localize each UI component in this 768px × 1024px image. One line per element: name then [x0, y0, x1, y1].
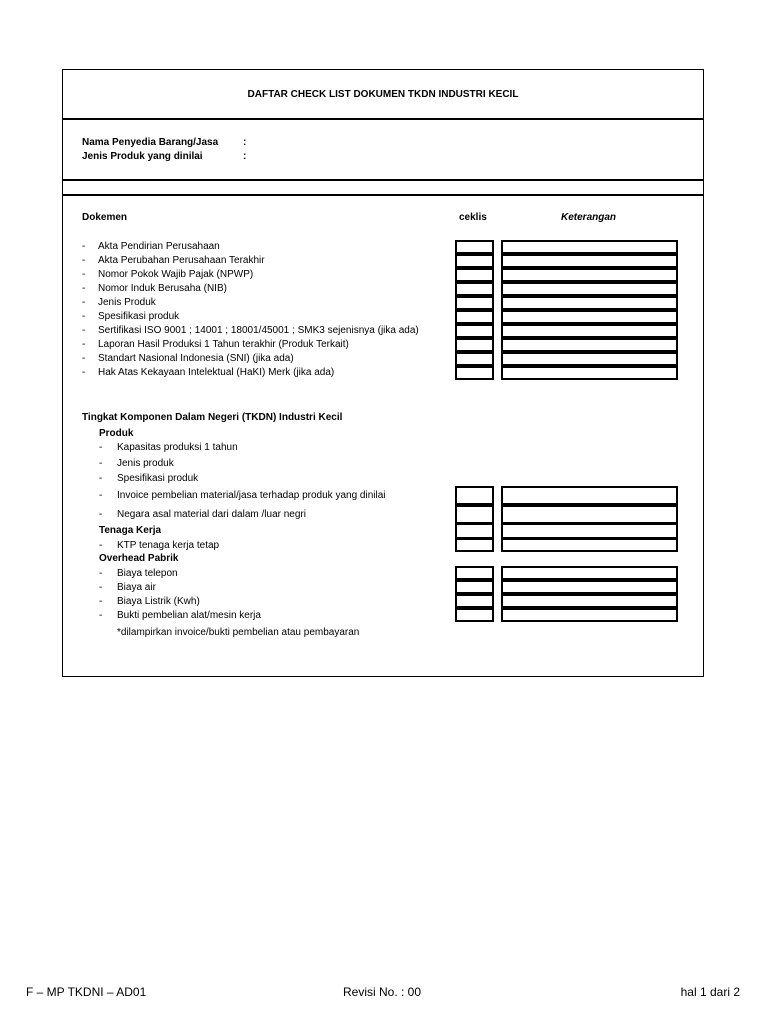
form-code: F – MP TKDNI – AD01 — [26, 985, 147, 999]
check-box[interactable] — [455, 538, 494, 552]
note-field[interactable] — [501, 254, 678, 268]
note-field[interactable] — [501, 566, 678, 580]
note-field[interactable] — [501, 608, 678, 622]
check-box[interactable] — [455, 594, 494, 608]
note-field[interactable] — [501, 352, 678, 366]
revision-number: Revisi No. : 00 — [343, 985, 422, 999]
list-item: - Nomor Induk Berusaha (NIB) — [82, 283, 227, 294]
check-box[interactable] — [455, 268, 494, 282]
page-number: hal 1 dari 2 — [680, 985, 740, 999]
list-item: - Spesifikasi produk — [99, 473, 199, 484]
column-header-document: Dokemen — [82, 212, 128, 223]
note-field[interactable] — [501, 486, 678, 505]
divider-line — [62, 118, 704, 120]
provider-label: Nama Penyedia Barang/Jasa — [82, 137, 219, 148]
check-box[interactable] — [455, 523, 494, 539]
note-field[interactable] — [501, 538, 678, 552]
list-item: - Jenis Produk — [82, 297, 156, 308]
divider-line — [62, 179, 704, 181]
list-item: - Spesifikasi produk — [82, 311, 180, 322]
overhead-heading: Overhead Pabrik — [99, 553, 179, 564]
check-box[interactable] — [455, 486, 494, 505]
list-item: - Bukti pembelian alat/mesin kerja — [99, 610, 261, 621]
list-item: - Hak Atas Kekayaan Intelektual (HaKI) Merk (jika ada) — [82, 367, 335, 378]
check-box[interactable] — [455, 366, 494, 380]
note-field[interactable] — [501, 523, 678, 539]
list-item: - Sertifikasi ISO 9001 ; 14001 ; 18001/45001 ; SMK3 sejenisnya (jika ada) — [82, 325, 419, 336]
list-item: - Biaya Listrik (Kwh) — [99, 596, 200, 607]
tkdn-heading: Tingkat Komponen Dalam Negeri (TKDN) Industri Kecil — [82, 412, 343, 423]
check-box[interactable] — [455, 282, 494, 296]
check-box[interactable] — [455, 608, 494, 622]
column-header-check: ceklis — [459, 212, 487, 223]
note-field[interactable] — [501, 505, 678, 524]
list-item: - Akta Pendirian Perusahaan — [82, 241, 220, 252]
list-item: - Laporan Hasil Produksi 1 Tahun terakhir (Produk Terkait) — [82, 339, 349, 350]
tenaga-kerja-heading: Tenaga Kerja — [99, 525, 162, 536]
note-field[interactable] — [501, 338, 678, 352]
note-field[interactable] — [501, 594, 678, 608]
note-field[interactable] — [501, 268, 678, 282]
provider-colon: : — [243, 137, 247, 148]
divider-line — [62, 194, 704, 196]
column-header-note: Keterangan — [561, 212, 617, 223]
note-field[interactable] — [501, 282, 678, 296]
list-item: - Biaya telepon — [99, 568, 178, 579]
check-box[interactable] — [455, 296, 494, 310]
note-field[interactable] — [501, 366, 678, 380]
check-box[interactable] — [455, 310, 494, 324]
list-item: - Negara asal material dari dalam /luar negri — [99, 509, 306, 520]
list-item: - Akta Perubahan Perusahaan Terakhir — [82, 255, 265, 266]
check-box[interactable] — [455, 505, 494, 524]
check-box[interactable] — [455, 324, 494, 338]
check-box[interactable] — [455, 566, 494, 580]
list-item: - Standart Nasional Indonesia (SNI) (jika ada) — [82, 353, 294, 364]
note-field[interactable] — [501, 310, 678, 324]
list-item: - KTP tenaga kerja tetap — [99, 540, 220, 551]
check-box[interactable] — [455, 254, 494, 268]
list-item: - Kapasitas produksi 1 tahun — [99, 442, 238, 453]
note-field[interactable] — [501, 296, 678, 310]
check-box[interactable] — [455, 352, 494, 366]
list-item: - Nomor Pokok Wajib Pajak (NPWP) — [82, 269, 254, 280]
invoice-note: *dilampirkan invoice/bukti pembelian atau pembayaran — [117, 627, 360, 638]
note-field[interactable] — [501, 240, 678, 254]
note-field[interactable] — [501, 580, 678, 594]
check-box[interactable] — [455, 580, 494, 594]
product-type-label: Jenis Produk yang dinilai — [82, 151, 203, 162]
check-box[interactable] — [455, 240, 494, 254]
list-item: - Jenis produk — [99, 458, 174, 469]
check-box[interactable] — [455, 338, 494, 352]
list-item: - Invoice pembelian material/jasa terhadap produk yang dinilai — [99, 490, 386, 501]
list-item: - Biaya air — [99, 582, 156, 593]
product-type-colon: : — [243, 151, 247, 162]
note-field[interactable] — [501, 324, 678, 338]
document-title: DAFTAR CHECK LIST DOKUMEN TKDN INDUSTRI KECIL — [247, 89, 519, 100]
produk-heading: Produk — [99, 428, 134, 439]
